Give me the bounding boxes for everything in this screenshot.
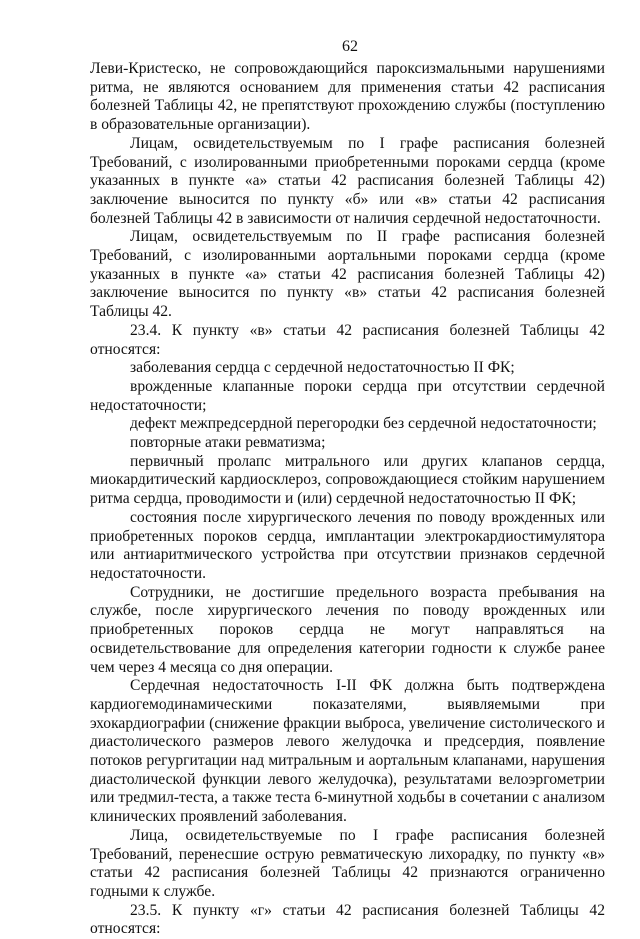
paragraph: Лицам, освидетельствуемым по II графе расписания болезней Требований, с изолированными аортальными пороками сердца (кроме указанных в пункте «а» статьи 42 расписания болезней Таблицы 42) заключение выносится по пункту «в» статьи 42 расписания болезней Таблицы 42. <box>90 228 605 321</box>
list-item: дефект межпредсердной перегородки без сердечной недостаточности; <box>130 415 597 433</box>
page-number: 62 <box>342 38 358 55</box>
list-item: заболевания сердца с сердечной недостаточностью II ФК; <box>130 359 515 377</box>
list-item: врожденные клапанные пороки сердца при отсутствии сердечной недостаточности; <box>90 377 605 414</box>
list-item: состояния после хирургического лечения по поводу врожденных или приобретенных пороков сердца, имплантации электрокардиостимулятора или антиаритмического устройства при отсутствии признаков сердечной недостаточности. <box>90 508 605 582</box>
section-heading-23-5: 23.5. К пункту «г» статьи 42 расписания болезней Таблицы 42 относятся: <box>90 901 605 938</box>
paragraph: Сотрудники, не достигшие предельного возраста пребывания на службе, после хирургического лечения по поводу врожденных или приобретенных пороков сердца не могут направляться на освидетельствование для определения категории годности к службе ранее чем через 4 месяца со дня операции. <box>90 583 605 676</box>
paragraph-continuation: Леви-Кристеско, не сопровождающийся пароксизмальными нарушениями ритма, не являются основанием для применения статьи 42 расписания болезней Таблицы 42, не препятствуют прохождению службы (поступлению в образовательные организации). <box>90 60 605 134</box>
document-body <box>90 60 605 939</box>
section-heading-23-4: 23.4. К пункту «в» статьи 42 расписания болезней Таблицы 42 относятся: <box>90 321 605 358</box>
paragraph: Лицам, освидетельствуемым по I графе расписания болезней Требований, с изолированными приобретенными пороками сердца (кроме указанных в пункте «а» статьи 42 расписания болезней Таблицы 42) заключение выносится по пункту «б» или «в» статьи 42 расписания болезней Таблицы 42 в зависимости от наличия сердечной недостаточности. <box>90 134 605 227</box>
paragraph: Лица, освидетельствуемые по I графе расписания болезней Требований, перенесшие острую ревматическую лихорадку, по пункту «в» статьи 42 расписания болезней Таблицы 42 признаются ограниченно годными к службе. <box>90 826 605 900</box>
paragraph: Сердечная недостаточность I-II ФК должна быть подтверждена кардиогемодинамическими показателями, выявляемыми при эхокардиографии (снижение фракции выброса, увеличение систолического и диастолического размеров левого желудочка и предсердия, появление потоков регургитации над митральным и аортальным клапанами, нарушения диастолической функции левого желудочка), результатами велоэргометрии или тредмил-теста, а также теста 6-минутной ходьбы в сочетании с анализом клинических проявлений заболевания. <box>90 677 605 826</box>
list-item: повторные атаки ревматизма; <box>130 434 326 452</box>
list-item: первичный пролапс митрального или других клапанов сердца, миокардитический кардиосклероз, сопровождающиеся стойким нарушением ритма сердца, проводимости и (или) сердечной недостаточностью II ФК; <box>90 452 605 508</box>
